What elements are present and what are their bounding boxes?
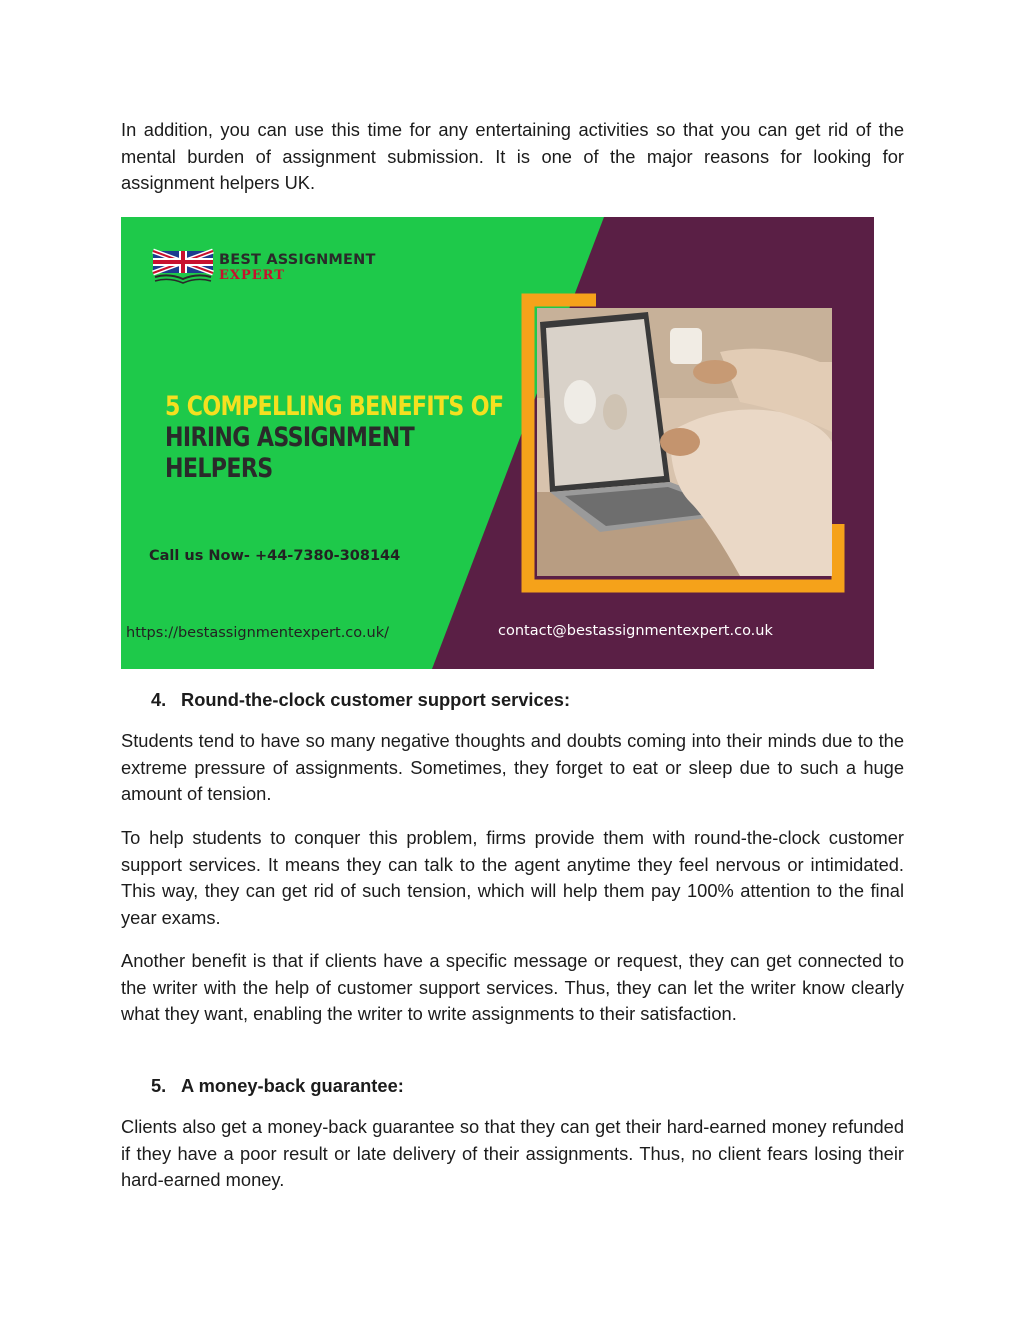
promo-banner xyxy=(121,217,874,669)
intro-paragraph: In addition, you can use this time for any entertaining activities so that you can get rid of the mental burden of assignment submission. It is one of the major reasons for looking for assignment helpers UK. xyxy=(121,119,904,194)
section-5-title: A money-back guarantee: xyxy=(181,1075,404,1096)
website-url[interactable]: https://bestassignmentexpert.co.uk/ xyxy=(126,625,389,641)
section-4-number: 4. xyxy=(151,689,167,710)
brand-name-line2: EXPERT xyxy=(219,268,285,283)
uk-flag-book-icon xyxy=(151,247,215,291)
headline-line2: HIRING ASSIGNMENT xyxy=(165,422,415,453)
section-5-number: 5. xyxy=(151,1075,167,1096)
section-4-paragraph-1: Students tend to have so many negative thoughts and doubts coming into their minds due to the extreme pressure of assignments. Sometimes, they forget to eat or sleep due to such a huge amount of tension. xyxy=(121,730,904,805)
call-us-text: Call us Now- +44-7380-308144 xyxy=(149,548,401,564)
banner-headline xyxy=(165,391,503,484)
headline-line1: 5 COMPELLING BENEFITS OF xyxy=(165,391,504,422)
brand-name-line1: BEST ASSIGNMENT xyxy=(219,252,376,268)
brand-logo xyxy=(151,247,391,291)
contact-email[interactable]: contact@bestassignmentexpert.co.uk xyxy=(498,623,773,639)
section-4-title: Round-the-clock customer support services: xyxy=(181,689,571,710)
section-5-paragraph-1: Clients also get a money-back guarantee so that they can get their hard-earned money refunded if they have a poor result or late delivery of their assignments. Thus, no client fears losing their hard-earned money. xyxy=(121,1116,904,1191)
headline-line3: HELPERS xyxy=(165,453,273,484)
section-5-heading xyxy=(151,1073,404,1099)
section-4-heading xyxy=(151,687,570,713)
section-4-paragraph-3: Another benefit is that if clients have a specific message or request, they can get connected to the writer with the help of customer support services. Thus, they can let the writer know clearly what they want, enabling the writer to write assignments to their satisfaction. xyxy=(121,950,904,1025)
laptop-photo xyxy=(520,292,849,598)
section-4-paragraph-2: To help students to conquer this problem, firms provide them with round-the-clock customer support services. It means they can talk to the agent anytime they feel nervous or intimidated. This way, they can get rid of such tension, which will help them pay 100% attention to the final year exams. xyxy=(121,827,904,928)
